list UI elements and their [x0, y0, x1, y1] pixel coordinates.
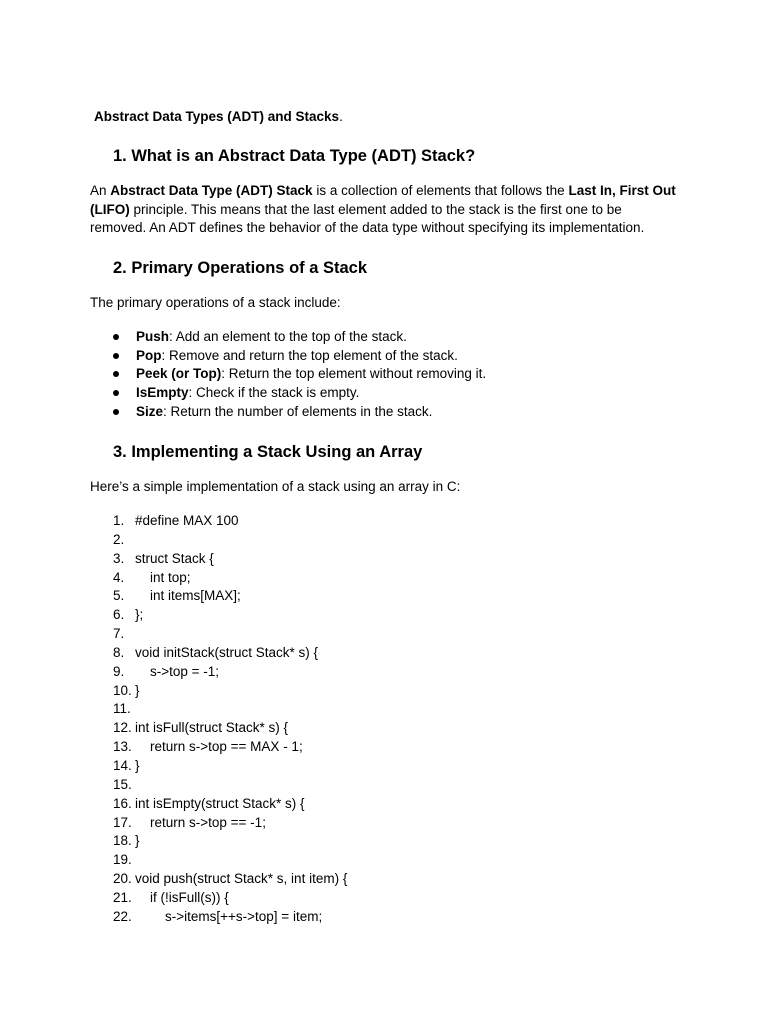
lifo-term: Last In, First Out (LIFO)	[90, 183, 676, 217]
code-line	[113, 625, 347, 644]
code-text: int top;	[135, 569, 191, 585]
code-line	[113, 889, 347, 908]
section1-paragraph	[90, 182, 680, 238]
operation-name: Push	[136, 329, 170, 344]
code-line	[113, 795, 347, 814]
code-text: int items[MAX];	[135, 588, 241, 604]
code-line	[113, 587, 347, 606]
line-number: 6.	[113, 607, 125, 623]
operation-description: : Remove and return the top element of the stack.	[161, 347, 458, 363]
code-text: int isEmpty(struct Stack* s) {	[135, 795, 305, 811]
line-number: 20.	[113, 871, 132, 887]
code-line	[113, 682, 347, 701]
code-line	[113, 512, 347, 531]
operation-item	[113, 403, 486, 422]
line-number: 7.	[113, 626, 125, 642]
code-line	[113, 776, 347, 795]
code-line	[113, 606, 347, 625]
code-text: void initStack(struct Stack* s) {	[135, 644, 319, 660]
line-number: 22.	[113, 908, 132, 924]
section3-intro: Here’s a simple implementation of a stack using an array in C:	[90, 479, 461, 494]
operation-name: Pop	[136, 347, 162, 363]
bullet-icon	[113, 371, 119, 377]
code-line	[113, 757, 347, 776]
line-number: 5.	[113, 588, 125, 604]
code-text: return s->top == -1;	[135, 814, 266, 830]
code-text: };	[135, 607, 144, 623]
line-number: 4.	[113, 569, 125, 585]
code-text: void push(struct Stack* s, int item) {	[135, 871, 348, 887]
line-number: 10.	[113, 682, 132, 698]
operation-description: : Return the number of elements in the stack.	[163, 403, 433, 419]
document-title-text: Abstract Data Types (ADT) and Stacks	[94, 109, 340, 124]
operation-name: Size	[136, 403, 164, 419]
paragraph-text: is a collection of elements that follows the	[312, 183, 569, 198]
code-line	[113, 644, 347, 663]
line-number: 18.	[113, 833, 132, 849]
code-line	[113, 663, 347, 682]
section3-heading: 3. Implementing a Stack Using an Array	[113, 443, 423, 461]
bullet-icon	[113, 409, 119, 415]
operation-item	[113, 365, 486, 384]
line-number: 13.	[113, 739, 132, 755]
code-text: }	[135, 757, 140, 773]
code-text: }	[135, 833, 140, 849]
section2-heading: 2. Primary Operations of a Stack	[113, 259, 368, 277]
code-line	[113, 870, 347, 889]
line-number: 12.	[113, 720, 132, 736]
code-listing	[113, 512, 347, 927]
adt-stack-term: Abstract Data Type (ADT) Stack	[110, 183, 313, 198]
code-line	[113, 700, 347, 719]
operation-name: IsEmpty	[136, 385, 189, 401]
section1-heading: 1. What is an Abstract Data Type (ADT) Stack?	[113, 147, 476, 165]
line-number: 14.	[113, 757, 132, 773]
line-number: 19.	[113, 852, 132, 868]
code-text: }	[135, 682, 140, 698]
section2-intro: The primary operations of a stack include:	[90, 295, 341, 310]
line-number: 9.	[113, 663, 125, 679]
operation-description: : Add an element to the top of the stack.	[169, 329, 407, 344]
code-text: #define MAX 100	[135, 513, 239, 528]
line-number: 8.	[113, 644, 125, 660]
operation-item	[113, 347, 486, 366]
line-number: 21.	[113, 889, 132, 905]
document-title	[94, 108, 343, 125]
operation-description: : Check if the stack is empty.	[188, 385, 360, 401]
code-line	[113, 569, 347, 588]
code-line	[113, 832, 347, 851]
code-line	[113, 719, 347, 738]
operation-name: Peek (or Top)	[136, 366, 222, 382]
line-number: 15.	[113, 776, 132, 792]
code-line	[113, 738, 347, 757]
operation-description: : Return the top element without removing it.	[221, 366, 487, 382]
code-line	[113, 908, 347, 927]
line-number: 2.	[113, 531, 125, 547]
code-line	[113, 531, 347, 550]
line-number: 1.	[113, 513, 125, 528]
paragraph-text: An	[90, 183, 111, 198]
line-number: 16.	[113, 795, 132, 811]
document-title-period: .	[339, 109, 343, 124]
operation-item	[113, 384, 486, 403]
line-number: 11.	[113, 701, 131, 717]
bullet-icon	[113, 353, 119, 359]
code-text: struct Stack {	[135, 550, 214, 566]
operation-item	[113, 328, 486, 347]
bullet-icon	[113, 390, 119, 396]
code-text: s->items[++s->top] = item;	[135, 908, 323, 924]
code-line	[113, 851, 347, 870]
code-line	[113, 814, 347, 833]
code-text: if (!isFull(s)) {	[135, 889, 229, 905]
code-text: int isFull(struct Stack* s) {	[135, 720, 289, 736]
code-line	[113, 550, 347, 569]
bullet-icon	[113, 334, 119, 340]
code-text: s->top = -1;	[135, 663, 220, 679]
operations-list	[113, 328, 486, 422]
line-number: 3.	[113, 550, 125, 566]
line-number: 17.	[113, 814, 132, 830]
code-text: return s->top == MAX - 1;	[135, 739, 303, 755]
paragraph-text: principle. This means that the last element added to the stack is the first one to be removed. An ADT defines the behavior of the data type without specifying its implementation.	[90, 201, 645, 236]
